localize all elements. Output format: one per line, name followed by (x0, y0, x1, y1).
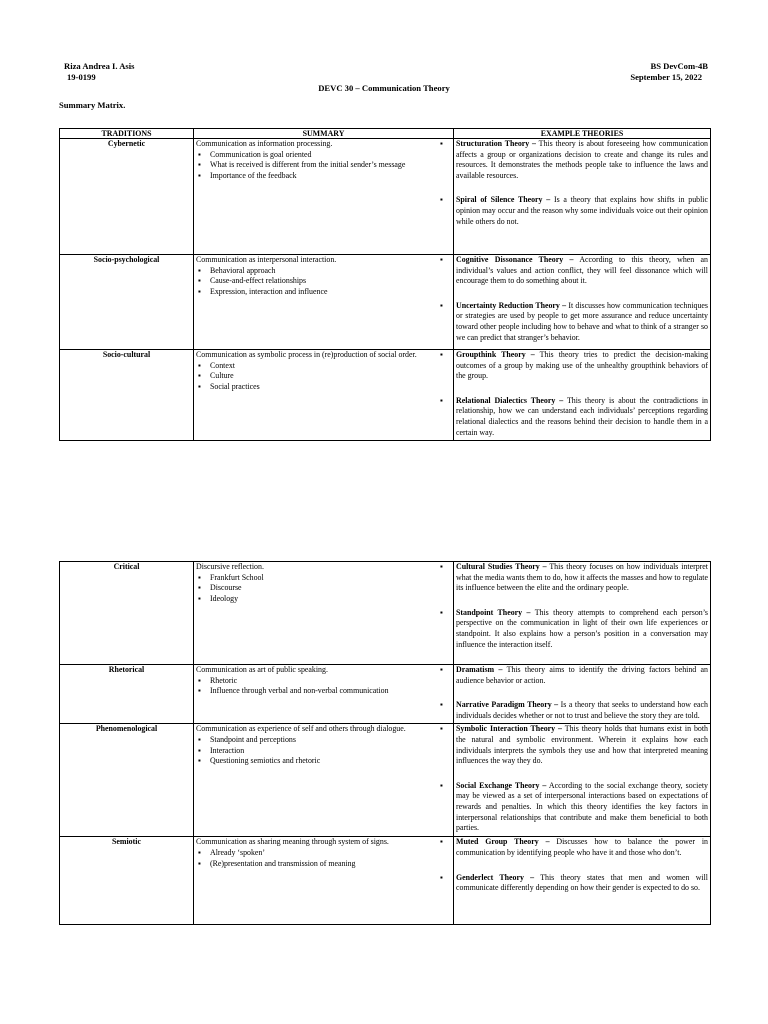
example-theories-cell (440, 665, 711, 724)
summary-point: ▪ Communication is goal oriented (210, 150, 451, 161)
program-section: BS DevCom-4B (650, 61, 708, 71)
summary-text: Communication as sharing meaning through system of signs. (196, 837, 389, 847)
summary-cell (194, 350, 454, 441)
column-header-traditions: TRADITIONS (60, 129, 194, 139)
theory-name: Dramatism – (456, 665, 503, 674)
theory-item (440, 872, 709, 894)
summary-text: Communication as art of public speaking. (196, 665, 328, 674)
table-header-row (60, 129, 711, 139)
summary-point: ▪ What is received is different from the initial sender’s message (210, 160, 451, 171)
summary-cell (194, 255, 454, 350)
square-bullet-icon: ▪ (440, 780, 443, 790)
summary-point: ▪ Social practices (210, 382, 451, 393)
summary-point: ▪ Influence through verbal and non-verbal communication (210, 686, 451, 697)
summary-matrix-table-page-top (59, 128, 711, 441)
summary-point: ▪ Behavioral approach (210, 266, 451, 277)
summary-points-list (196, 573, 451, 605)
table-row-semiotic (60, 837, 711, 925)
theory-description: This theory is about the contradictions in relationship, how we can understand each individuals’ perceptions regarding relational dialectics and the reasons behind their decision to handle them in a certain way. (456, 395, 708, 437)
summary-cell (194, 837, 454, 925)
summary-point: ▪ Questioning semiotics and rhetoric (210, 756, 451, 767)
theory-item (440, 607, 708, 650)
example-theories-cell (440, 837, 711, 925)
summary-cell (194, 665, 454, 724)
table-row-socio-cultural (60, 350, 711, 441)
theory-description: This theory is about foreseeing how communication affects a group or organizations decision to create and change its rules and resources. It demonstrates the methods people take to influence the laws and available resources. (456, 139, 708, 180)
summary-cell (194, 139, 454, 255)
theory-item (440, 350, 709, 382)
summary-point: ▪ (Re)presentation and transmission of meaning (210, 859, 451, 870)
theory-description: This theory attempts to comprehend each person’s perspective on the communication in light of their own life experiences or standpoint. It also explains how a person’s position in a conversation may influence the interaction itself. (456, 607, 708, 649)
square-bullet-icon: ▪ (440, 139, 443, 148)
theory-item (440, 724, 708, 766)
theory-description: This theory aims to identify the driving factors behind an audience behavior or action. (456, 665, 708, 685)
tradition-cell: Rhetorical (60, 665, 194, 724)
example-theories-cell (440, 350, 711, 441)
theory-item (440, 780, 708, 834)
summary-point: ▪ Frankfurt School (210, 573, 451, 584)
table-row-phenomenological (60, 724, 711, 837)
summary-points-list (196, 676, 451, 697)
summary-cell (194, 724, 454, 837)
student-id: 19-0199 (67, 72, 96, 82)
summary-points-list (196, 735, 451, 767)
tradition-cell: Cybernetic (60, 139, 194, 255)
theory-name: Uncertainty Reduction Theory – (456, 300, 567, 310)
theory-item (440, 665, 708, 686)
theory-name: Standpoint Theory – (456, 607, 531, 617)
theory-name: Cultural Studies Theory – (456, 562, 547, 571)
document-title: DEVC 30 – Communication Theory (318, 83, 450, 93)
square-bullet-icon: ▪ (440, 872, 443, 882)
square-bullet-icon: ▪ (440, 195, 443, 205)
document-date: September 15, 2022 (630, 72, 702, 82)
table-row-rhetorical (60, 665, 711, 724)
summary-text: Communication as experience of self and others through dialogue. (196, 724, 406, 734)
summary-points-list (196, 266, 451, 298)
summary-point: ▪ Already ‘spoken’ (210, 848, 451, 859)
theory-item (440, 139, 708, 181)
column-header-summary: SUMMARY (194, 129, 454, 139)
theory-name: Cognitive Dissonance Theory – (456, 255, 574, 264)
square-bullet-icon: ▪ (440, 350, 443, 359)
square-bullet-icon: ▪ (440, 395, 443, 405)
theory-item (440, 562, 708, 594)
theory-item (440, 255, 708, 287)
theory-name: Spiral of Silence Theory – (456, 195, 551, 205)
summary-text: Communication as interpersonal interaction. (196, 255, 337, 264)
summary-text: Communication as information processing. (196, 139, 333, 148)
matrix-heading: Summary Matrix. (59, 100, 126, 110)
summary-point: ▪ Cause-and-effect relationships (210, 276, 451, 287)
theory-description: This theory tries to predict the decision-making outcomes of a group by making use of the unhealthy groupthink behaviors of the group. (456, 350, 709, 381)
summary-point: ▪ Importance of the feedback (210, 171, 451, 182)
column-header-example-theories: EXAMPLE THEORIES (454, 129, 711, 139)
tradition-cell: Semiotic (60, 837, 194, 925)
tradition-cell: Critical (60, 562, 194, 665)
tradition-cell: Socio-cultural (60, 350, 194, 441)
summary-cell (194, 562, 454, 665)
theory-name: Social Exchange Theory – (456, 780, 547, 790)
summary-point: ▪ Context (210, 361, 451, 372)
theory-item (440, 300, 708, 343)
theory-name: Muted Group Theory – (456, 837, 550, 847)
theory-description: Is a theory that seeks to understand how each individuals decides whether or not to trust and believe the story they are told. (456, 700, 708, 720)
theory-description: Discusses how to balance the power in communication by identifying people who have it and those who don’t. (456, 837, 708, 857)
tradition-cell: Socio-psychological (60, 255, 194, 350)
summary-text: Communication as symbolic process in (re)production of social order. (196, 350, 417, 359)
summary-text: Discursive reflection. (196, 562, 264, 571)
summary-points-list (196, 361, 451, 393)
student-name: Riza Andrea I. Asis (64, 61, 135, 71)
summary-point: ▪ Culture (210, 371, 451, 382)
theory-name: Relational Dialectics Theory – (456, 395, 564, 405)
summary-points-list (196, 848, 451, 869)
example-theories-cell (440, 724, 711, 837)
theory-name: Groupthink Theory – (456, 350, 535, 359)
square-bullet-icon: ▪ (440, 300, 443, 310)
theory-description: This theory states that men and women will communicate differently depending on how their gender is expected to do so. (456, 872, 709, 893)
theory-item (440, 837, 708, 858)
square-bullet-icon: ▪ (440, 665, 443, 674)
theory-description: According to this theory, when an individual’s values and action conflict, they will feel dissonance which will encourage them to do something about it. (456, 255, 708, 286)
theory-name: Narrative Paradigm Theory – (456, 700, 559, 710)
theory-name: Genderlect Theory – (456, 872, 535, 882)
theory-item (440, 700, 708, 721)
theory-description: It discusses how communication techniques or strategies are used by people to get more assurance and reduce uncertainty toward other people including how to behave and what to think of a stranger so we can predict that stranger’s behavior. (456, 300, 708, 342)
theory-description: According to the social exchange theory, society may be viewed as a set of interpersonal interactions based on expectations of rewards and penalties. In which this theory identifies the key factors in interpersonal relationships that contribute and make them beneficial to both parties. (456, 780, 708, 833)
theory-description: This theory holds that humans exist in both the natural and symbolic environment. Wherein it explains how each individuals interprets the symbols they use and how that interpreted meaning influences the way they do. (456, 724, 708, 766)
theory-description: Is a theory that explains how shifts in public opinion may occur and the reason why some individuals voice out their opinion while others do not. (456, 195, 708, 226)
theory-item (440, 395, 708, 438)
square-bullet-icon: ▪ (440, 255, 443, 264)
example-theories-cell (440, 562, 711, 665)
summary-point: ▪ Standpoint and perceptions (210, 735, 451, 746)
theory-name: Structuration Theory – (456, 139, 536, 148)
table-row-critical (60, 562, 711, 665)
square-bullet-icon: ▪ (440, 724, 443, 734)
example-theories-cell (440, 255, 711, 350)
tradition-cell: Phenomenological (60, 724, 194, 837)
square-bullet-icon: ▪ (440, 607, 443, 617)
theory-name: Symbolic Interaction Theory – (456, 724, 562, 734)
summary-point: ▪ Rhetoric (210, 676, 451, 687)
theory-item (440, 195, 708, 227)
table-row-cybernetic (60, 139, 711, 255)
theory-description: This theory focuses on how individuals interpret what the media wants them to do, how it affects the masses and how to regulate its influence between the elite and the ordinary people. (456, 562, 708, 593)
summary-point: ▪ Expression, interaction and influence (210, 287, 451, 298)
summary-point: ▪ Interaction (210, 746, 451, 757)
table-row-socio-psychological (60, 255, 711, 350)
summary-matrix-table-page-bottom (59, 561, 711, 925)
square-bullet-icon: ▪ (440, 700, 443, 710)
square-bullet-icon: ▪ (440, 562, 443, 571)
summary-point: ▪ Discourse (210, 583, 451, 594)
summary-points-list (196, 150, 451, 182)
square-bullet-icon: ▪ (440, 837, 443, 847)
example-theories-cell (440, 139, 711, 255)
summary-point: ▪ Ideology (210, 594, 451, 605)
